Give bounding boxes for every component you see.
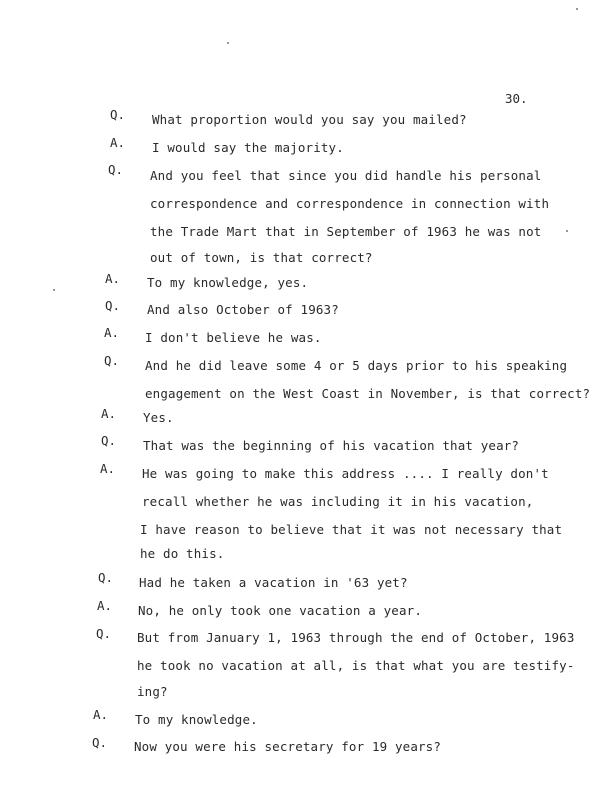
transcript-line: To my knowledge. — [135, 712, 258, 727]
transcript-line: And he did leave some 4 or 5 days prior to his speaking — [145, 358, 568, 373]
transcript-line: engagement on the West Coast in November, is that correct? — [145, 386, 591, 401]
scan-speck — [227, 42, 229, 44]
transcript-line: out of town, is that correct? — [150, 250, 373, 265]
transcript-line: And also October of 1963? — [147, 302, 339, 317]
transcript-line: the Trade Mart that in September of 1963 he was not — [150, 224, 542, 239]
speaker-label: A. — [100, 461, 116, 476]
transcript-line: Yes. — [143, 410, 174, 425]
speaker-label: Q. — [110, 107, 126, 122]
speaker-label: A. — [93, 707, 109, 722]
transcript-line: recall whether he was including it in his vacation, — [142, 494, 534, 509]
speaker-label: A. — [105, 271, 121, 286]
transcript-line: correspondence and correspondence in connection with — [150, 196, 550, 211]
speaker-label: Q. — [104, 353, 120, 368]
transcript-line: What proportion would you say you mailed? — [152, 112, 467, 127]
speaker-label: Q. — [101, 433, 117, 448]
speaker-label: Q. — [98, 570, 114, 585]
transcript-line: he took no vacation at all, is that what you are testify- — [137, 658, 575, 673]
speaker-label: A. — [101, 406, 117, 421]
transcript-line: ing? — [137, 684, 168, 699]
speaker-label: A. — [97, 598, 113, 613]
transcript-line: But from January 1, 1963 through the end of October, 1963 — [137, 630, 575, 645]
speaker-label: Q. — [105, 298, 121, 313]
transcript-line: I don't believe he was. — [145, 330, 322, 345]
transcript-line: Now you were his secretary for 19 years? — [134, 739, 442, 754]
transcript-line: He was going to make this address .... I really don't — [142, 466, 549, 481]
transcript-line: Had he taken a vacation in '63 yet? — [139, 575, 408, 590]
scan-speck — [576, 8, 578, 10]
transcript-line: And you feel that since you did handle his personal — [150, 168, 542, 183]
transcript-line: To my knowledge, yes. — [147, 275, 309, 290]
transcript-line: No, he only took one vacation a year. — [138, 603, 422, 618]
speaker-label: Q. — [96, 626, 112, 641]
speaker-label: A. — [104, 325, 120, 340]
page-number: 30. — [505, 91, 528, 106]
scan-speck — [53, 289, 55, 291]
speaker-label: Q. — [108, 162, 124, 177]
speaker-label: A. — [110, 135, 126, 150]
scan-speck — [566, 230, 568, 232]
transcript-line: That was the beginning of his vacation that year? — [143, 438, 520, 453]
speaker-label: Q. — [92, 735, 108, 750]
transcript-line: he do this. — [140, 546, 225, 561]
transcript-line: I have reason to believe that it was not necessary that — [140, 522, 563, 537]
transcript-line: I would say the majority. — [152, 140, 344, 155]
